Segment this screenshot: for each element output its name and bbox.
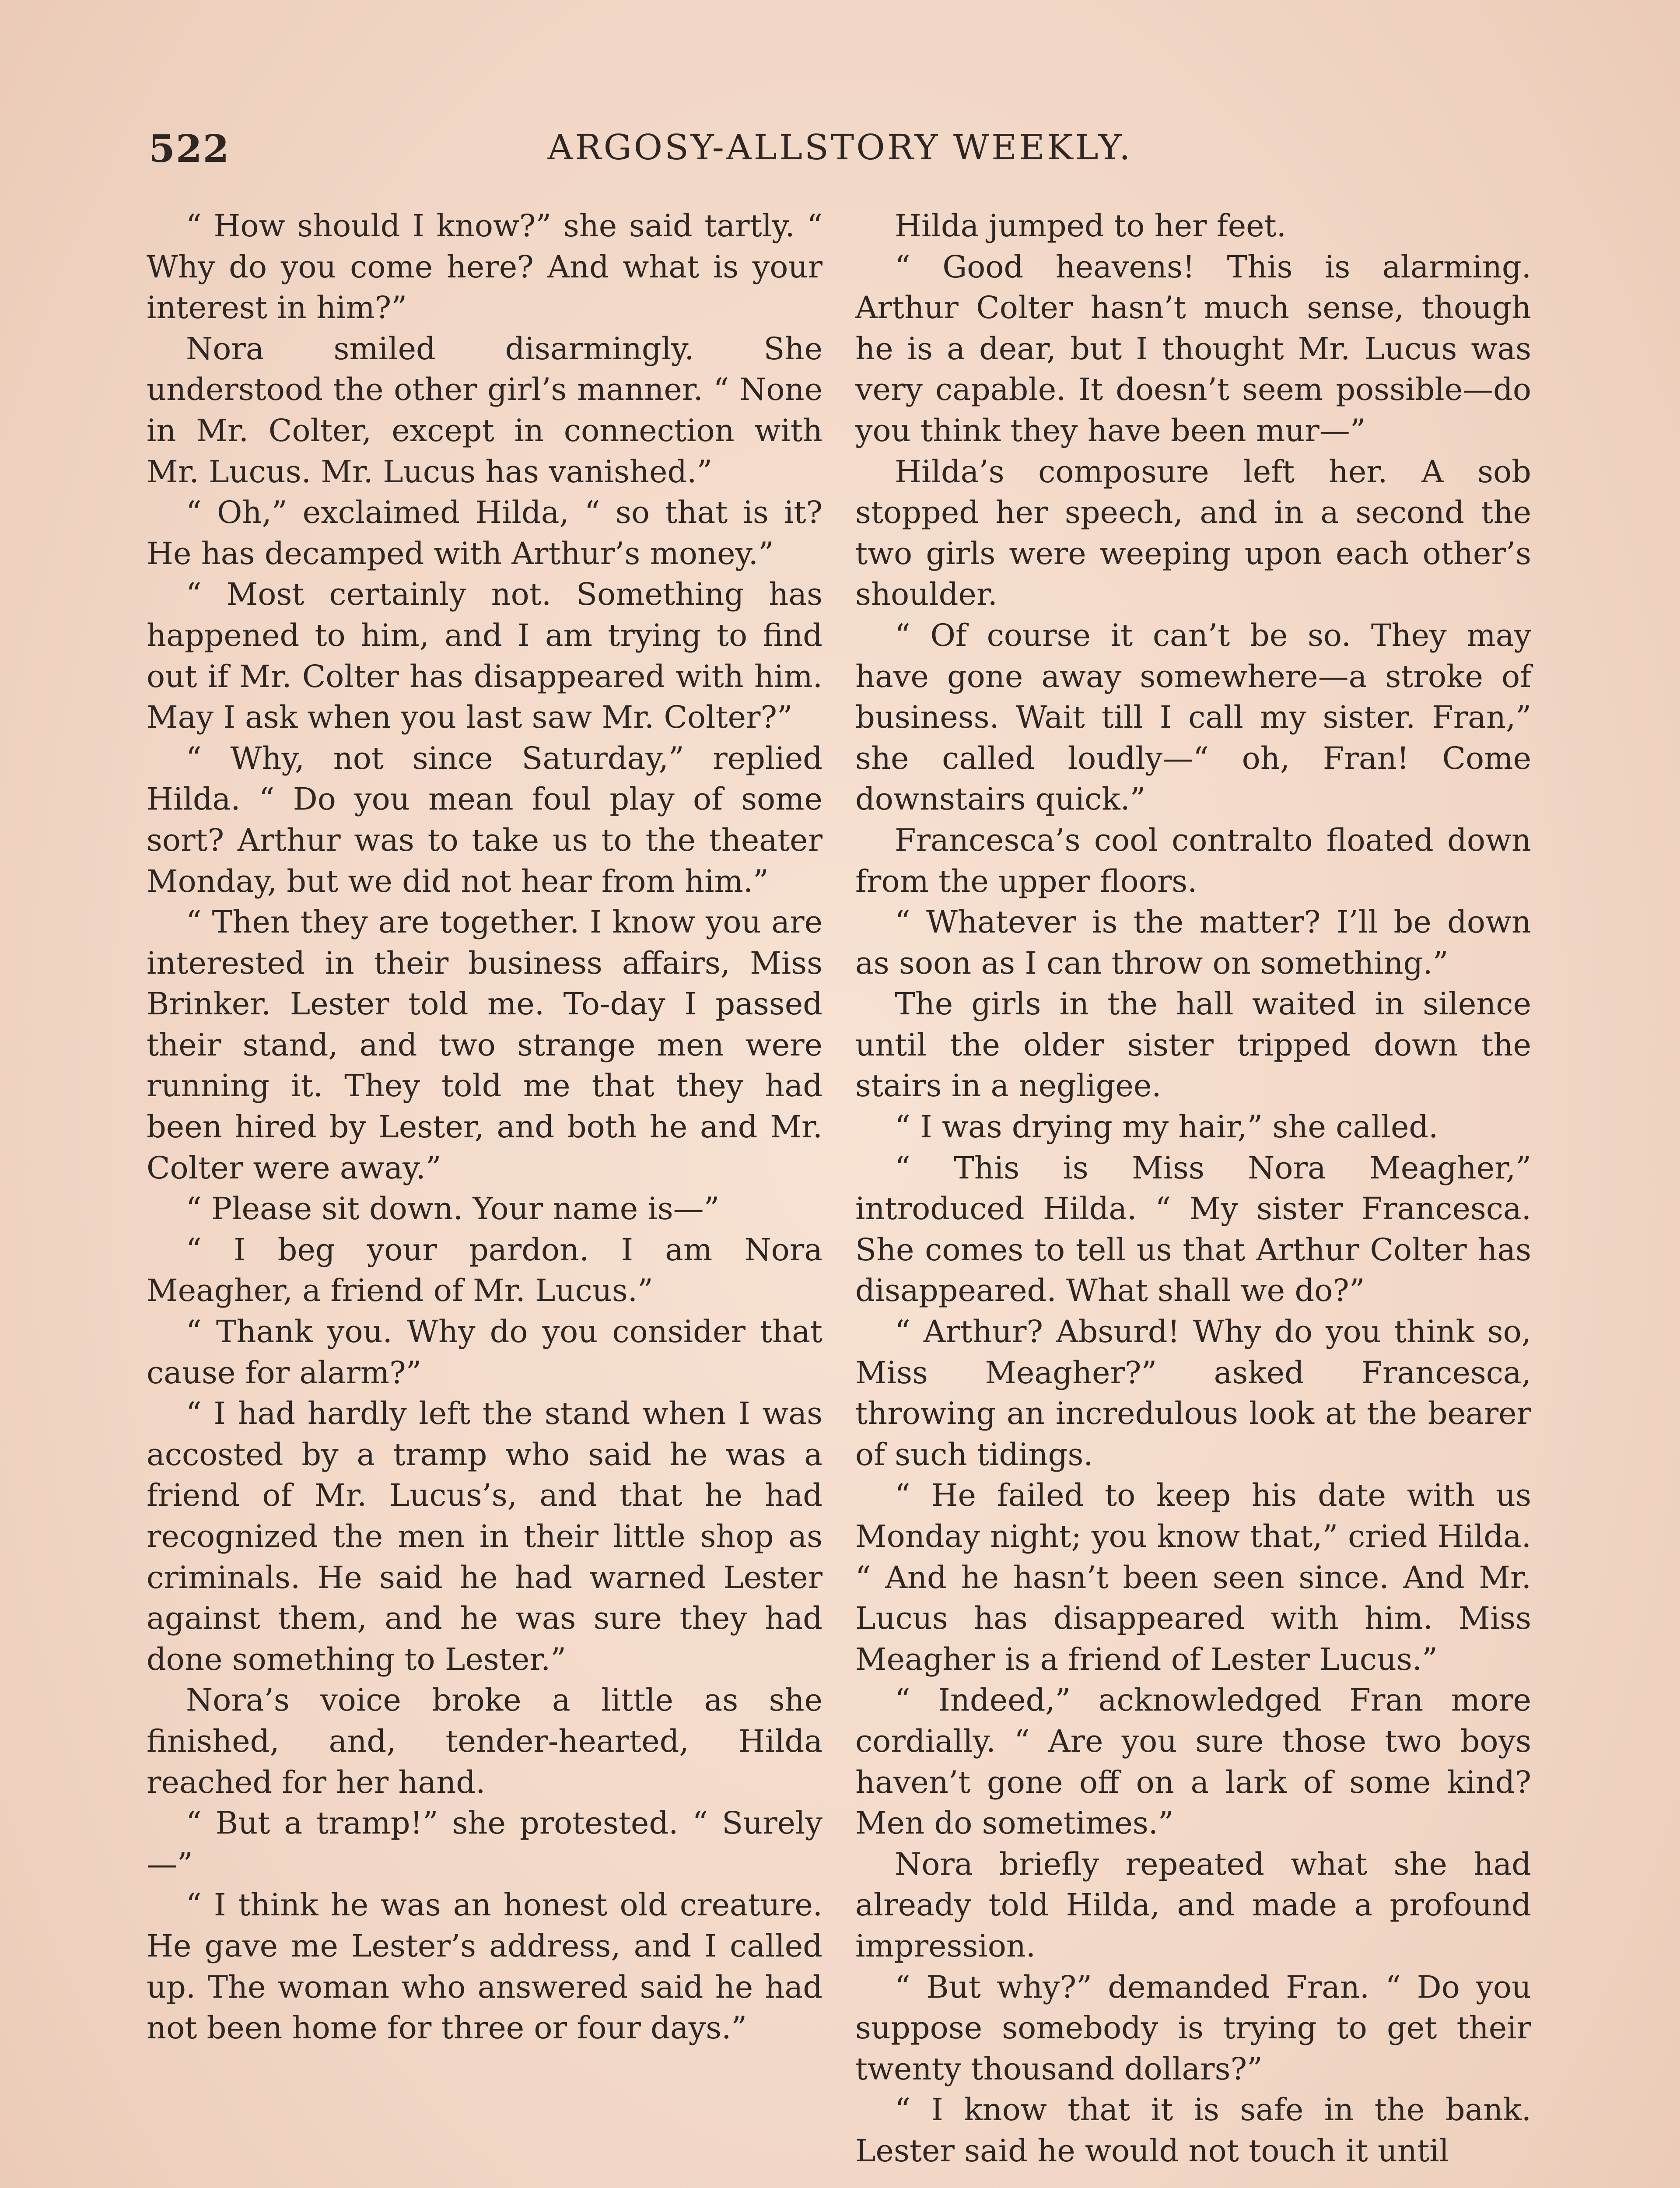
paragraph: Nora smiled disarmingly. She understood the other girl’s manner. “ None in Mr. Colter, except in connection with Mr. Lucus. Mr. Lucus has vanished.” [147, 330, 822, 490]
paragraph: “ I think he was an honest old creature. He gave me Lester’s address, and I called up. The woman who answered said he had not been home for three or four days.” [147, 1887, 822, 2046]
running-title: ARGOSY-ALLSTORY WEEKLY. [547, 127, 1133, 168]
paragraph: “ Good heavens! This is alarming. Arthur Colter hasn’t much sense, though he is a dear, but I thought Mr. Lucus was very capable. It doesn’t seem possible—do you think they have been mur—” [855, 249, 1531, 449]
paragraph: Hilda jumped to her feet. [895, 208, 1286, 244]
paragraph: “ I was drying my hair,” she called. [895, 1109, 1438, 1145]
paragraph: “ But why?” demanded Fran. “ Do you suppose somebody is trying to get their twenty thousand dollars?” [855, 1969, 1531, 2087]
paragraph: “ I know that it is safe in the bank. Lester said he would not touch it until [855, 2092, 1531, 2169]
paragraph: “ Thank you. Why do you consider that cause for alarm?” [147, 1314, 822, 1391]
paragraph: “ Arthur? Absurd! Why do you think so, Miss Meagher?” asked Francesca, throwing an incredulous look at the bearer of such tidings. [855, 1314, 1531, 1473]
paragraph: “ How should I know?” she said tartly. “ Why do you come here? And what is your interest in him?” [147, 208, 822, 326]
paragraph: “ Of course it can’t be so. They may have gone away somewhere—a stroke of business. Wait till I call my sister. Fran,” she called loudly—“ oh, Fran! Come downstairs quick.” [855, 617, 1531, 817]
right-column [855, 206, 1531, 2172]
paragraph: “ Then they are together. I know you are interested in their business affairs, Miss Brinker. Lester told me. To-day I passed their stand, and two strange men were running it. They told me that they had been hired by Lester, and both he and Mr. Colter were away.” [147, 904, 822, 1186]
paragraph: “ But a tramp!” she protested. “ Surely—” [147, 1805, 822, 1882]
paragraph: “ This is Miss Nora Meagher,” introduced Hilda. “ My sister Francesca. She comes to tell us that Arthur Colter has disappeared. What shall we do?” [855, 1150, 1531, 1309]
paragraph: “ Most certainly not. Something has happened to him, and I am trying to find out if Mr. Colter has disappeared with him. May I ask when you last saw Mr. Colter?” [147, 576, 822, 736]
paragraph: Hilda’s composure left her. A sob stopped her speech, and in a second the two girls were weeping upon each other’s shoulder. [855, 453, 1531, 613]
paragraph: Nora’s voice broke a little as she finished, and, tender-hearted, Hilda reached for her hand. [147, 1682, 822, 1800]
paragraph: “ Oh,” exclaimed Hilda, “ so that is it? He has decamped with Arthur’s money.” [147, 494, 822, 572]
paragraph: “ I had hardly left the stand when I was accosted by a tramp who said he was a friend of Mr. Lucus’s, and that he had recognized the men in their little shop as criminals. He said he had warned Lester against them, and he was sure they had done something to Lester.” [147, 1396, 822, 1677]
page-header [144, 127, 1536, 188]
paragraph: The girls in the hall waited in silence until the older sister tripped down the stairs in a negligee. [855, 986, 1531, 1104]
paragraph: Nora briefly repeated what she had already told Hilda, and made a profound impression. [855, 1846, 1531, 1964]
left-column [147, 206, 822, 2049]
paragraph: “ Why, not since Saturday,” replied Hilda. “ Do you mean foul play of some sort? Arthur was to take us to the theater Monday, but we did not hear from him.” [147, 740, 822, 899]
paragraph: Francesca’s cool contralto floated down from the upper floors. [855, 822, 1531, 899]
paragraph: “ Please sit down. Your name is—” [186, 1191, 720, 1227]
paragraph: “ Whatever is the matter? I’ll be down as soon as I can throw on something.” [855, 904, 1531, 981]
paragraph: “ I beg your pardon. I am Nora Meagher, a friend of Mr. Lucus.” [147, 1231, 822, 1309]
paragraph: “ He failed to keep his date with us Monday night; you know that,” cried Hilda. “ And he hasn’t been seen since. And Mr. Lucus has disappeared with him. Miss Meagher is a friend of Lester Lucus.” [855, 1477, 1531, 1677]
page-number: 522 [149, 127, 230, 171]
paragraph: “ Indeed,” acknowledged Fran more cordially. “ Are you sure those two boys haven’t gone off on a lark of some kind? Men do sometimes.” [855, 1682, 1531, 1841]
